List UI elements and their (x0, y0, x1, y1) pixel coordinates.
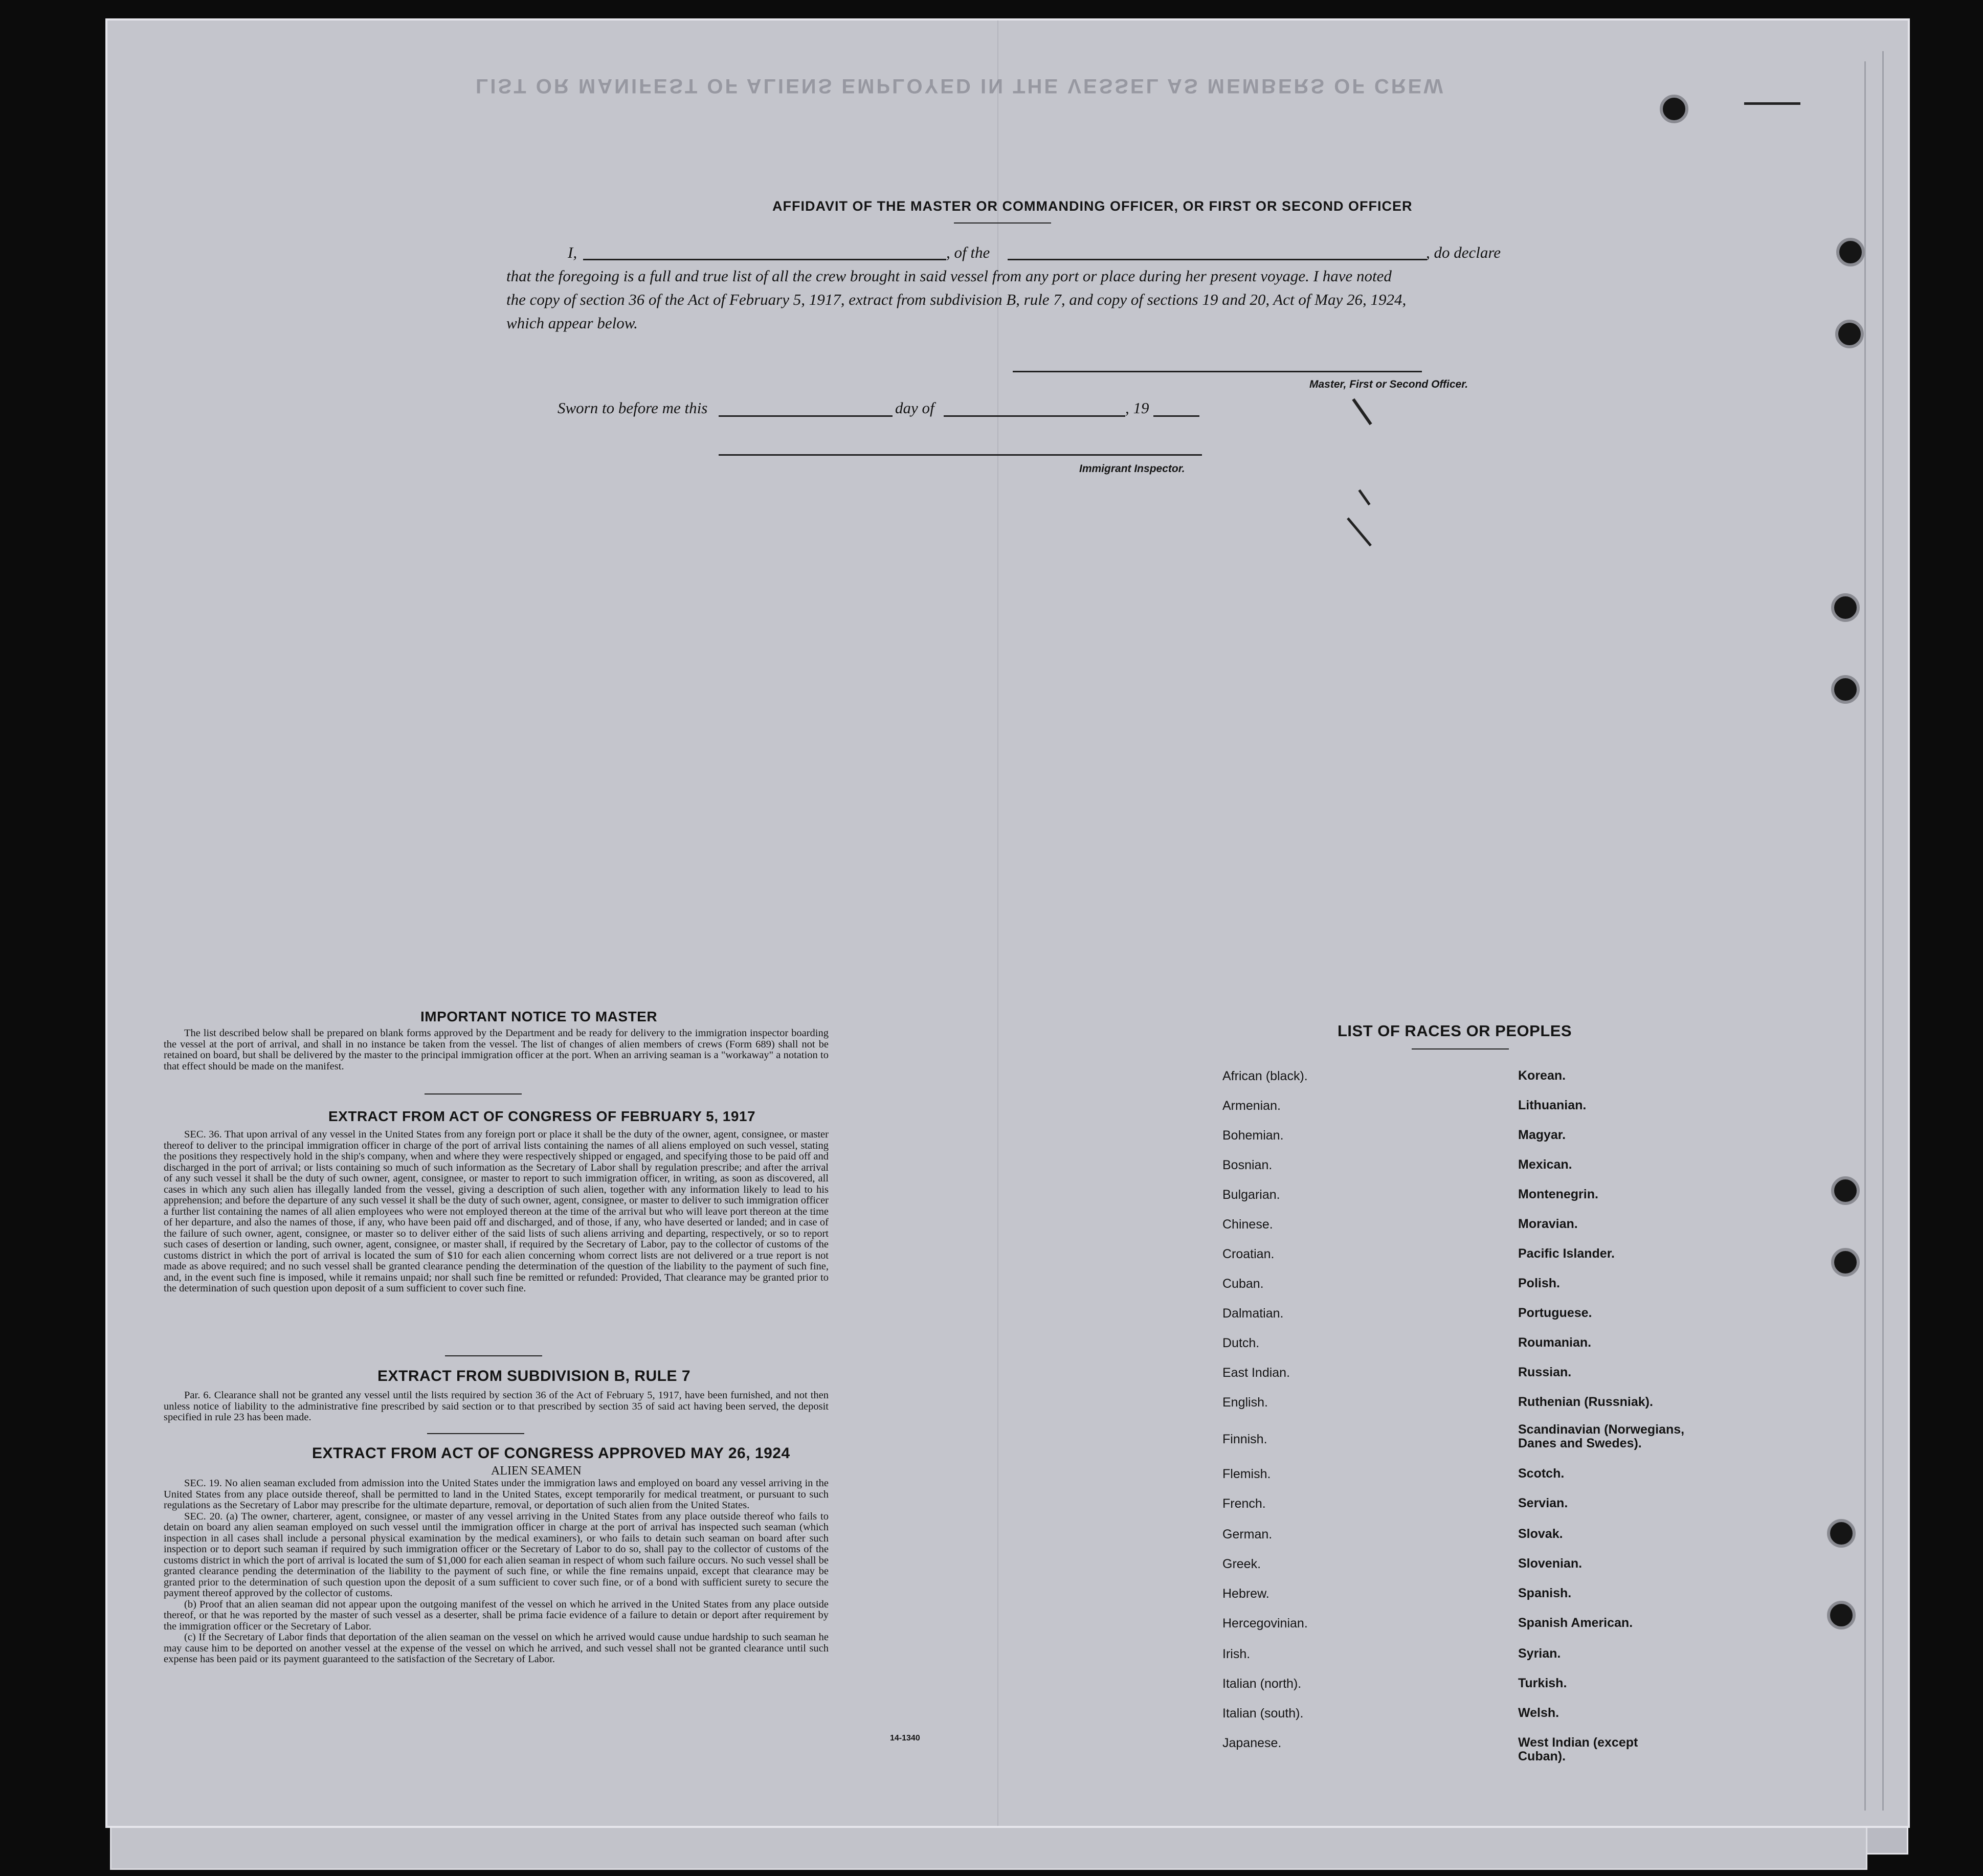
sworn-prefix: Sworn to before me this (558, 399, 708, 417)
divider (425, 1093, 522, 1095)
extract-rule7-title: EXTRACT FROM SUBDIVISION B, RULE 7 (377, 1368, 691, 1384)
race-item: Dalmatian. (1222, 1306, 1284, 1321)
race-item: Armenian. (1222, 1099, 1281, 1113)
master-signature-blank[interactable] (1013, 371, 1422, 372)
notice-body (164, 1028, 829, 1072)
pencil-mark (1347, 518, 1372, 547)
race-item: Moravian. (1518, 1217, 1578, 1231)
race-item: Hebrew. (1222, 1587, 1269, 1601)
extract-1917-title: EXTRACT FROM ACT OF CONGRESS OF FEBRUARY 5, 1917 (328, 1108, 756, 1124)
race-item: Lithuanian. (1518, 1098, 1587, 1112)
race-item: Turkish. (1518, 1676, 1567, 1690)
binder-hole (1835, 320, 1864, 348)
race-item: Syrian. (1518, 1646, 1561, 1661)
name-blank[interactable] (583, 259, 946, 260)
race-item: German. (1222, 1527, 1273, 1542)
race-item: Greek. (1222, 1557, 1261, 1571)
race-item: African (black). (1222, 1069, 1308, 1083)
race-item: Scotch. (1518, 1466, 1565, 1481)
sworn-month-blank[interactable] (944, 415, 1125, 417)
pencil-mark (1744, 102, 1800, 105)
race-item: Irish. (1222, 1647, 1251, 1661)
margin-line (1882, 51, 1884, 1811)
extract-1924-title: EXTRACT FROM ACT OF CONGRESS APPROVED MAY 26, 1924 (312, 1445, 790, 1462)
inspector-label: Immigrant Inspector. (1079, 463, 1185, 475)
divider (427, 1433, 524, 1434)
race-item: Pacific Islander. (1518, 1246, 1615, 1261)
race-item: Polish. (1518, 1276, 1560, 1290)
race-item: Slovenian. (1518, 1556, 1583, 1571)
race-item: East Indian. (1222, 1366, 1290, 1380)
margin-line (1864, 61, 1866, 1811)
binder-hole (1660, 95, 1688, 123)
binder-hole (1831, 1176, 1860, 1205)
race-item: Ruthenian (Russniak). (1518, 1395, 1653, 1409)
race-item: West Indian (except Cuban). (1518, 1735, 1638, 1763)
race-item: Slovak. (1518, 1527, 1563, 1541)
race-item: Finnish. (1222, 1432, 1267, 1446)
divider (445, 1355, 542, 1356)
sworn-day-of: day of (895, 399, 934, 417)
race-item: Montenegrin. (1518, 1187, 1598, 1201)
binder-hole (1836, 238, 1865, 266)
sec-20b-text: (b) Proof that an alien seaman did not appear upon the outgoing manifest of the vessel on which he arrived in the United States from any place outside thereof, or that he was reported by the master of such vessel as a deserter, shall be prima facie evidence of a failure to detain or deport after requirement by the immigration officer or the Secretary of Labor. (164, 1598, 829, 1632)
affidavit-of-the: , of the (946, 243, 990, 261)
pencil-mark (1352, 398, 1372, 426)
race-item: English. (1222, 1395, 1268, 1410)
race-item: Servian. (1518, 1496, 1568, 1510)
race-item: Portuguese. (1518, 1306, 1592, 1320)
bleed-through-header: LIST OR MANIFEST OF ALIENS EMPLOYED IN THE VESSEL AS MEMBERS OF CREW (476, 75, 1445, 97)
sec-20a-text: SEC. 20. (a) The owner, charterer, agent, consignee, or master of any vessel arriving in the United States from any place outside thereof who fails to detain on board any alien seaman employed on such vessel until the immigration officer in charge at the port of arrival has inspected such seaman (which inspection in all cases shall include a personal physical examination by the medical examiners), or who fails to detain such seaman on board after such inspection or to deport such seaman if required by such immigration officer or the Secretary of Labor to do so, shall pay to the collector of customs of the customs district in which the port of arrival is located the sum of $1,000 for each alien seaman in respect of whom such failure occurs. No such vessel shall be granted clearance pending the determination of the liability to the payment of such fine, or while the fine remains unpaid, except that clearance may be granted prior to the determination of such question upon the deposit of a sum sufficient to cover such fine, or of a bond with sufficient surety to secure the payment thereof approved by the collector of customs. (164, 1510, 829, 1599)
race-item: Bohemian. (1222, 1128, 1284, 1143)
extract-1924-body (164, 1478, 829, 1665)
alien-seamen-subtitle: ALIEN SEAMEN (491, 1464, 582, 1478)
race-item: Russian. (1518, 1365, 1572, 1379)
race-item: Croatian. (1222, 1247, 1275, 1261)
race-item: Italian (south). (1222, 1706, 1304, 1721)
binder-hole (1831, 1248, 1860, 1277)
race-item: French. (1222, 1497, 1266, 1511)
notice-text: The list described below shall be prepared on blank forms approved by the Department and be ready for delivery to the immigration inspector boarding the vessel at the port of arrival, and shall in no instance be taken from the vessel. The list of changes of alien members of crews (Form 689) shall not be retained on board, but shall be delivered by the master to the principal immigration officer at the port. When an arriving seaman is a "workaway" a notation to that effect should be made on the manifest. (164, 1028, 829, 1072)
form-number: 14-1340 (890, 1734, 920, 1743)
race-item: Hercegovinian. (1222, 1616, 1308, 1631)
sworn-year-blank[interactable] (1153, 415, 1199, 417)
race-item: Magyar. (1518, 1128, 1566, 1142)
vessel-blank[interactable] (1008, 259, 1427, 260)
extract-rule7-body (164, 1390, 829, 1423)
binder-hole (1827, 1601, 1856, 1629)
sec-19-text: SEC. 19. No alien seaman excluded from admission into the United States under the immigration laws and employed on board any vessel arriving in the United States from any place outside thereof, shall be permitted to land in the United States, except temporarily for medical treatment, or pursuant to such regulations as the Secretary of Labor may prescribe for the ultimate departure, removal, or deportation of such alien from the United States. (164, 1478, 829, 1511)
binder-hole (1827, 1519, 1856, 1548)
binder-hole (1831, 593, 1860, 622)
race-item: Japanese. (1222, 1736, 1282, 1750)
master-label: Master, First or Second Officer. (1309, 378, 1468, 390)
race-item: Italian (north). (1222, 1677, 1302, 1691)
par-6-text: Par. 6. Clearance shall not be granted any vessel until the lists required by section 36 of the Act of February 5, 1917, have been furnished, and not then unless notice of liability to the administrative fine prescribed by said section or to that prescribed by section 35 of said act having been served, the deposit specified in rule 23 has been made. (164, 1390, 829, 1423)
races-title: LIST OF RACES OR PEOPLES (1338, 1022, 1572, 1040)
race-item: Spanish American. (1518, 1616, 1633, 1630)
race-item: Dutch. (1222, 1336, 1260, 1350)
race-item: Flemish. (1222, 1467, 1271, 1481)
affidavit-line-3: the copy of section 36 of the Act of February 5, 1917, extract from subdivision B, rule 7, and copy of sections 19 and 20, Act of May 26, 1924, (506, 291, 1407, 308)
race-item: Bosnian. (1222, 1158, 1273, 1172)
affidavit-line-2: that the foregoing is a full and true list of all the crew brought in said vessel from any port or place during her present voyage. I have noted (506, 267, 1392, 285)
divider (1412, 1048, 1509, 1049)
affidavit-title: AFFIDAVIT OF THE MASTER OR COMMANDING OFFICER, OR FIRST OR SECOND OFFICER (772, 198, 1413, 214)
affidavit-i: I, (568, 243, 577, 261)
race-item: Welsh. (1518, 1706, 1559, 1720)
extract-1917-body (164, 1129, 829, 1294)
pencil-mark (1358, 489, 1370, 506)
form-sheet (107, 20, 1908, 1826)
sec-36-text: SEC. 36. That upon arrival of any vessel in the United States from any foreign port or place it shall be the duty of the owner, agent, consignee, or master thereof to deliver to the principal immigration officer in charge of the port of arrival lists containing the names of all aliens employed on such vessel, stating the positions they respectively hold in the ship's company, when and where they were respectively shipped or engaged, and specifying those to be paid off and discharged in the port of arrival; or lists containing so much of such information as the Secretary of Labor shall by regulation prescribe; and after the arrival of any such vessel it shall be the duty of such owner, agent, consignee, or master to report to such immigration officer, in writing, as soon as discovered, all cases in which any such alien has illegally landed from the vessel, giving a description of such alien, together with any information likely to lead to his apprehension; and before the departure of any such vessel it shall be the duty of such owner, agent, consignee, or master to deliver to such immigration officer a further list containing the names of all alien employees who were not employed thereon at the time of the arrival but who will leave port thereon at the time of her departure, and also the names of those, if any, who have been paid off and discharged, and of those, if any, who have deserted or landed; and in case of the failure of such owner, agent, consignee, or master so to deliver either of the said lists of such aliens arriving and departing, respectively, or so to report such cases of desertion or landing, such owner, agent, consignee, or master shall, if required by the Secretary of Labor, pay to the collector of customs of the customs district in which the port of arrival is located the sum of $10 for each alien concerning whom correct lists are not delivered or a true report is not made as above required; and no such vessel shall be granted clearance pending the determination of the question of the liability to the payment of such fine, and, in the event such fine is imposed, while it remains unpaid; nor shall such fine be remitted or refunded: Provided, That clearance may be granted prior to the determination of such question upon deposit of a sum sufficient to cover such fine. (164, 1129, 829, 1294)
race-item: Scandinavian (Norwegians, Danes and Swedes). (1518, 1422, 1685, 1450)
sworn-year: , 19 (1125, 399, 1149, 417)
affidavit-do-declare: , do declare (1426, 243, 1501, 261)
race-item: Chinese. (1222, 1217, 1273, 1232)
inspector-signature-blank[interactable] (719, 454, 1202, 456)
affidavit-line-4: which appear below. (506, 314, 638, 332)
race-item: Korean. (1518, 1068, 1566, 1083)
race-item: Spanish. (1518, 1586, 1572, 1600)
race-item: Mexican. (1518, 1157, 1572, 1172)
divider (954, 222, 1051, 224)
race-item: Cuban. (1222, 1277, 1264, 1291)
sec-20c-text: (c) If the Secretary of Labor finds that deportation of the alien seaman on the vessel on which he arrived would cause undue hardship to such seaman he may cause him to be deported on another vessel at the expense of the vessel on which he arrived, and such vessel shall not be granted clearance until such expense has been paid or its payment guaranteed to the satisfaction of the Secretary of Labor. (164, 1632, 829, 1665)
race-item: Roumanian. (1518, 1335, 1592, 1350)
race-item: Bulgarian. (1222, 1188, 1280, 1202)
binder-hole (1831, 675, 1860, 704)
notice-title: IMPORTANT NOTICE TO MASTER (420, 1009, 658, 1024)
sworn-day-blank[interactable] (719, 415, 893, 417)
